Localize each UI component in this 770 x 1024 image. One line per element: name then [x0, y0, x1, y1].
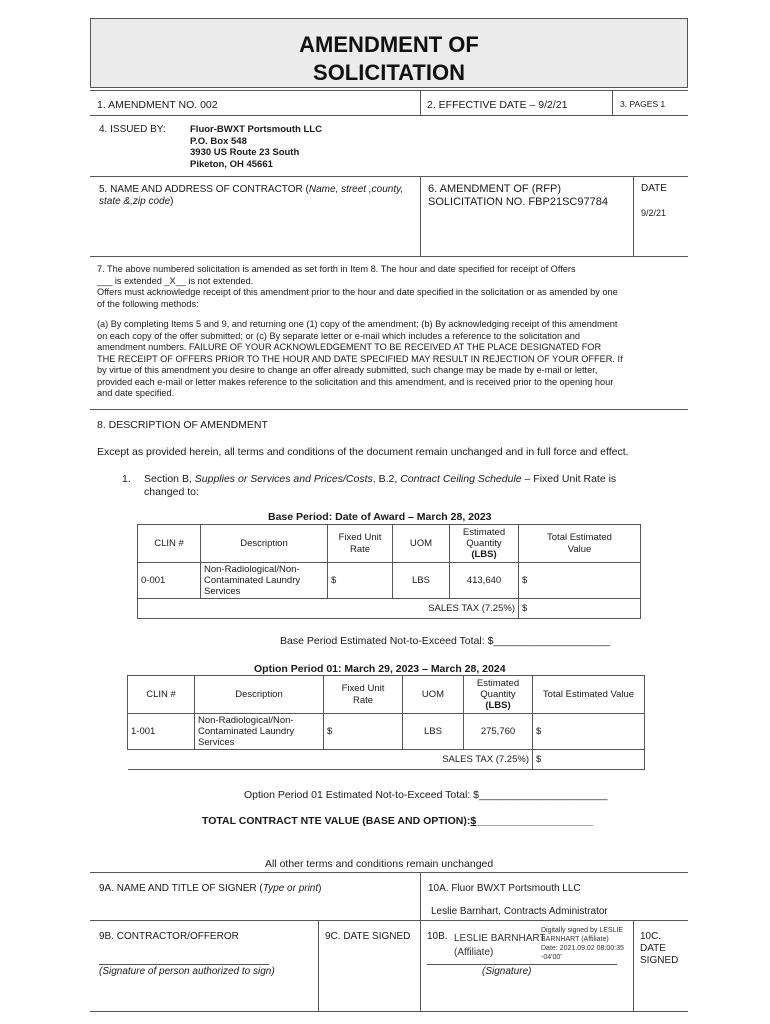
- cell-desc-2: Contaminated Laundry: [198, 726, 295, 737]
- cell-rate: $: [328, 563, 393, 599]
- box7-text: [97, 264, 682, 400]
- amendment-no: 1. AMENDMENT NO. 002: [97, 99, 218, 111]
- base-period-nte: Base Period Estimated Not-to-Exceed Total: $____________________: [280, 635, 611, 647]
- contractor-label-italic: Name, street ,county,: [308, 184, 404, 195]
- header-rate: [328, 525, 393, 563]
- header-qty-3: (LBS): [485, 700, 511, 711]
- header-rate-1: Fixed Unit: [341, 682, 385, 694]
- divider: [318, 920, 319, 1012]
- header-qty-2: Quantity: [480, 689, 516, 700]
- header-clin: CLIN #: [128, 676, 195, 714]
- description-intro: Except as provided herein, all terms and conditions of the document remain unchanged and in full force and effect.: [97, 446, 629, 458]
- divider: [90, 872, 688, 873]
- contractor-label-text: 5. NAME AND ADDRESS OF CONTRACTOR (: [99, 184, 309, 195]
- header-quantity: [450, 525, 519, 563]
- date-signed-10c-line1: 10C.: [640, 931, 662, 942]
- issuer-street: 3930 US Route 23 South: [190, 147, 300, 158]
- item-text-e: – Fixed Unit Rate is: [521, 473, 617, 485]
- header-clin: CLIN #: [138, 525, 201, 563]
- header-uom: UOM: [393, 525, 450, 563]
- divider: [612, 90, 613, 115]
- table-row: [138, 563, 641, 599]
- digital-sig-line2: BARNHART (Affiliate): [541, 936, 609, 943]
- base-period-caption: Base Period: Date of Award – March 28, 2023: [268, 511, 492, 523]
- cell-total: $: [519, 563, 641, 599]
- header-rate-2: Rate: [349, 543, 371, 555]
- option-period-table: [127, 675, 645, 770]
- header-uom: UOM: [403, 676, 464, 714]
- header-rate: [324, 676, 403, 714]
- table-header-row: [128, 676, 645, 714]
- title-line2: SOLICITATION: [313, 60, 465, 85]
- issuer-po: P.O. Box 548: [190, 135, 247, 147]
- box7-line3: Offers must acknowledge receipt of this amendment prior to the hour and date specified in the solicitation or as amended by one: [97, 287, 618, 297]
- header-qty-1: Estimated: [462, 527, 506, 538]
- issuer-signer-name: Leslie Barnhart, Contracts Administrator: [431, 906, 608, 917]
- table-row: [128, 714, 645, 750]
- option-period-nte: Option Period 01 Estimated Not-to-Exceed Total: $______________________: [244, 789, 608, 801]
- divider: [420, 872, 421, 1012]
- sales-tax-value: $: [519, 599, 641, 619]
- box7-para-line: on each copy of the offer submitted; or (c) By separate letter or e-mail which includes a reference to the solicitation and: [97, 330, 580, 341]
- base-period-table: [137, 524, 641, 619]
- issuer-signer-org: 10A. Fluor BWXT Portsmouth LLC: [428, 883, 581, 894]
- pages: 3. PAGES 1: [620, 99, 666, 109]
- divider: [420, 90, 421, 115]
- item-text-c: , B.2,: [372, 473, 401, 485]
- header-description: Description: [201, 525, 328, 563]
- box7-line1: 7. The above numbered solicitation is amended as set forth in Item 8. The hour and date specified for receipt of Offers: [97, 264, 576, 274]
- header-total: Total Estimated Value: [533, 676, 645, 714]
- item-text-d: Contract Ceiling Schedule: [400, 473, 522, 485]
- date-label: DATE: [641, 183, 667, 194]
- cell-uom: LBS: [403, 714, 464, 750]
- cell-desc-1: Non-Radiological/Non-: [204, 564, 300, 575]
- contractor-label: [99, 184, 419, 208]
- divider: [633, 176, 634, 256]
- issuer-name: Fluor-BWXT Portsmouth LLC: [190, 124, 322, 135]
- date-signed-10c: [640, 931, 678, 967]
- date-signed-label: 9C. DATE SIGNED: [325, 931, 411, 942]
- header-total: [519, 525, 641, 563]
- option-period-caption: Option Period 01: March 29, 2023 – March 28, 2024: [254, 663, 506, 675]
- contractor-offeror-label: 9B. CONTRACTOR/OFFEROR: [99, 931, 239, 942]
- issuer-address: [190, 124, 322, 170]
- amendment-of-rfp: 6. AMENDMENT OF (RFP): [428, 183, 562, 195]
- divider: [633, 920, 634, 1012]
- header-description: Description: [195, 676, 324, 714]
- tax-row: [138, 599, 641, 619]
- total-nte-label: TOTAL CONTRACT NTE VALUE (BASE AND OPTION):: [202, 815, 471, 827]
- contractor-signature-caption: (Signature of person authorized to sign): [99, 966, 275, 977]
- item-text-b: Supplies or Services and Prices/Costs: [194, 473, 373, 485]
- issued-by-label: 4. ISSUED BY:: [99, 124, 166, 135]
- header-rate-1: Fixed Unit: [338, 531, 382, 543]
- document-title: [90, 18, 688, 88]
- issuer-city: Piketon, OH 45661: [190, 158, 273, 170]
- header-qty-2: Quantity: [466, 538, 502, 549]
- cell-description: [195, 714, 324, 750]
- digital-signature-stamp: [541, 926, 624, 962]
- cell-clin: 1-001: [128, 714, 195, 750]
- divider: [90, 920, 688, 921]
- solicitation-number: [428, 183, 608, 209]
- box7-para-line: (a) By completing Items 5 and 9, and returning one (1) copy of the amendment; (b) By acknowledging receipt of this amendment: [97, 319, 618, 329]
- total-nte-dollar: $: [470, 815, 477, 827]
- item-text: [144, 473, 674, 499]
- digital-signer-name: LESLIE BARNHART: [454, 933, 546, 944]
- cell-description: [201, 563, 328, 599]
- contractor-label-close: ): [170, 196, 174, 207]
- box7-para-line: THE RECEIPT OF OFFERS PRIOR TO THE HOUR AND DATE SPECIFIED MAY RESULT IN REJECTION OF YOUR OFFER. If: [97, 353, 623, 364]
- total-contract-nte: [202, 815, 593, 827]
- box7-line4: of the following methods:: [97, 298, 199, 309]
- cell-desc-3: Services: [198, 737, 235, 748]
- box7-para-line: amendment numbers. FAILURE OF YOUR ACKNOWLEDGEMENT TO BE RECEIVED AT THE PLACE DESIGNATED FOR: [97, 342, 602, 352]
- signer-name-label: [99, 883, 321, 894]
- signer-label-close: ): [318, 883, 322, 894]
- box7-extension: ___ is extended _X__ is not extended.: [97, 275, 254, 286]
- signer-label-italic: Type or print: [262, 883, 319, 894]
- header-total-1: Total Estimated: [547, 531, 612, 543]
- header-qty-1: Estimated: [476, 678, 520, 689]
- cell-rate: $: [324, 714, 403, 750]
- signature-line: [99, 964, 269, 965]
- solicitation-no: SOLICITATION NO. FBP21SC97784: [428, 196, 608, 208]
- cell-desc-3: Services: [204, 586, 241, 597]
- divider: [90, 256, 688, 257]
- item-text-line2: changed to:: [144, 486, 199, 498]
- digital-sig-line4: -04'00': [541, 954, 562, 961]
- tax-row: [128, 750, 645, 770]
- divider: [90, 90, 688, 91]
- date-signed-10c-line3: SIGNED: [640, 955, 679, 966]
- cell-uom: LBS: [393, 563, 450, 599]
- box7-para-line: by virtue of this amendment you desire to change an offer already submitted, such change may be made by e-mail or letter,: [97, 365, 598, 375]
- cell-desc-2: Contaminated Laundry: [204, 575, 301, 586]
- box7-para-line: provided each e-mail or letter makes reference to the solicitation and this amendment, and is received prior to the opening hour: [97, 376, 614, 387]
- digital-sig-line1: Digitally signed by LESLIE: [541, 927, 624, 934]
- digital-signer-affiliate: (Affiliate): [454, 947, 494, 958]
- divider: [90, 176, 688, 177]
- digital-signature-name: [454, 932, 546, 960]
- contractor-label-italic2: state &,zip code: [99, 196, 171, 207]
- signature-10b-label: 10B.: [427, 931, 448, 942]
- box7-para-line: and date specified.: [97, 388, 175, 398]
- unchanged-note: All other terms and conditions remain unchanged: [265, 858, 494, 870]
- description-heading: 8. DESCRIPTION OF AMENDMENT: [97, 419, 268, 431]
- item-number: 1.: [122, 473, 131, 485]
- total-nte-blank: ____________________: [476, 815, 593, 827]
- table-header-row: [138, 525, 641, 563]
- divider: [420, 176, 421, 256]
- date-value: 9/2/21: [641, 208, 667, 218]
- effective-date: 2. EFFECTIVE DATE – 9/2/21: [427, 99, 568, 111]
- divider: [90, 409, 688, 410]
- cell-clin: 0-001: [138, 563, 201, 599]
- header-quantity: [464, 676, 533, 714]
- divider: [90, 1011, 688, 1012]
- cell-quantity: 413,640: [450, 563, 519, 599]
- title-line1: AMENDMENT OF: [299, 32, 479, 57]
- date-signed-10c-line2: DATE: [640, 943, 666, 954]
- signature-line: [427, 964, 617, 965]
- cell-desc-1: Non-Radiological/Non-: [198, 715, 294, 726]
- issuer-signature-caption: (Signature): [482, 966, 532, 977]
- item-text-a: Section B,: [144, 473, 195, 485]
- cell-quantity: 275,760: [464, 714, 533, 750]
- signer-label-text: 9A. NAME AND TITLE OF SIGNER (: [99, 883, 263, 894]
- cell-total: $: [533, 714, 645, 750]
- header-rate-2: Rate: [352, 694, 374, 706]
- header-total-2: Value: [567, 543, 592, 555]
- digital-sig-line3: Date: 2021.09.02 08:00:35: [541, 945, 624, 952]
- sales-tax-value: $: [533, 750, 645, 770]
- sales-tax-label: SALES TAX (7.25%): [128, 750, 533, 770]
- header-qty-3: (LBS): [471, 549, 497, 560]
- divider: [90, 115, 688, 116]
- sales-tax-label: SALES TAX (7.25%): [138, 599, 519, 619]
